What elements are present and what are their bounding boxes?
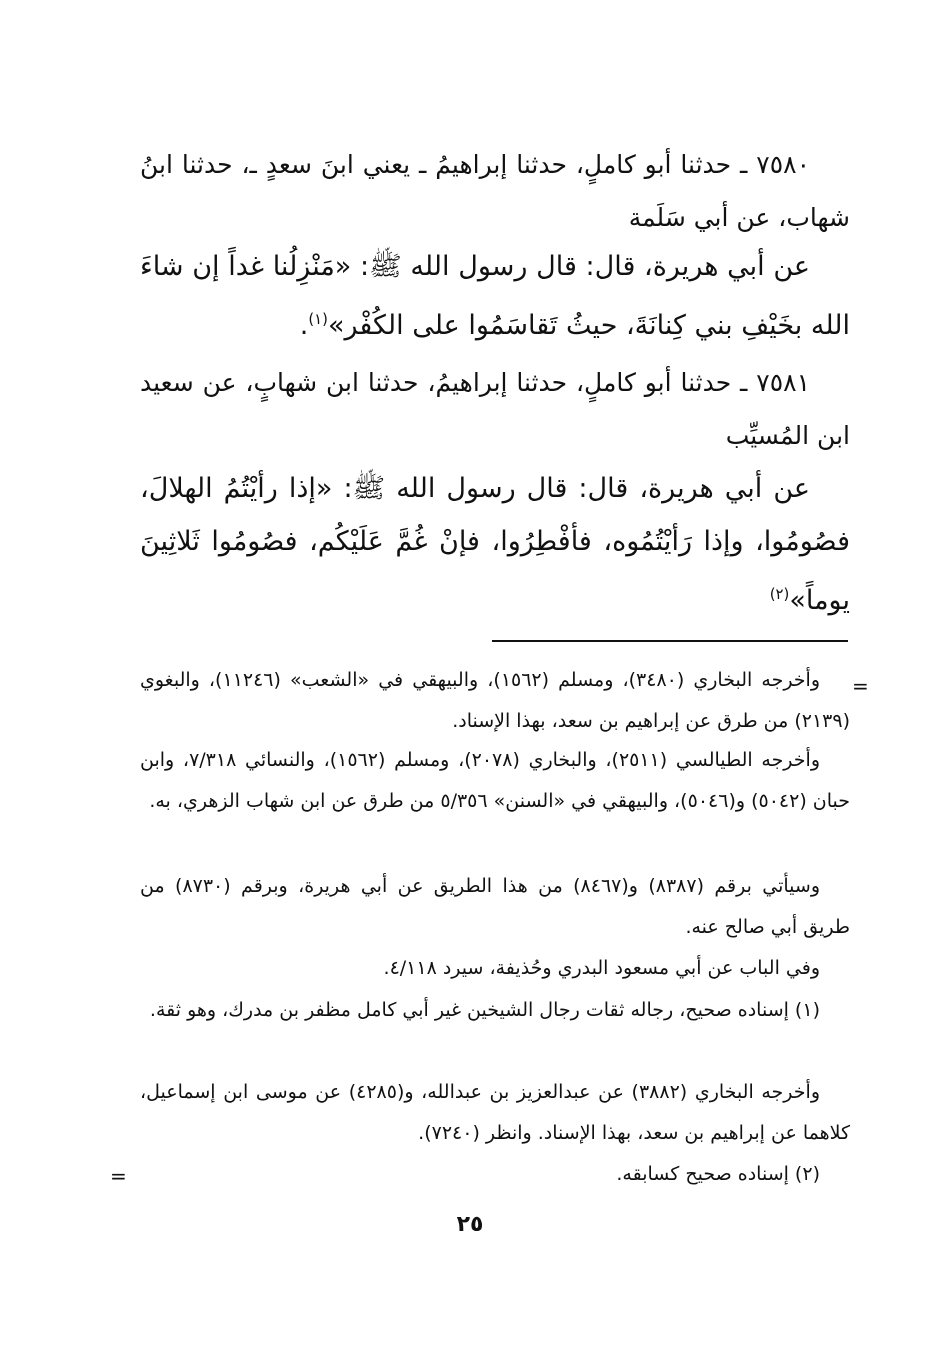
footnote-separator — [492, 640, 848, 642]
continuation-mark-bottom: = — [110, 1164, 127, 1188]
hadith-7581-text: عن أبي هريرة، قال: قال رسول الله ﷺ: «إذا رأيْتُمُ الهلالَ، فصُومُوا، وإذا رَأيْتُمُوه، فأفْطِرُوا، فإنْ غُمَّ عَلَيْكُم، فصُومُوا ثَلاثِينَ يوماً» — [140, 473, 850, 616]
footnote-d — [140, 948, 850, 989]
footnote-ref-2: (٢) — [769, 585, 790, 603]
footnote-c-text: وسيأتي برقم (٨٣٨٧) و(٨٤٦٧) من هذا الطريق عن أبي هريرة، وبرقم (٨٧٣٠) من طريق أبي صالح عنه. — [140, 875, 850, 938]
page-number: ٢٥ — [456, 1212, 484, 1237]
hadith-7581-head: ٧٥٨١ ـ حدثنا أبو كاملٍ، حدثنا إبراهيمُ، حدثنا ابن شهابٍ، عن سعيد ابن المُسيِّب — [140, 368, 850, 450]
footnote-1-text: (١) إسناده صحيح، رجاله ثقات رجال الشيخين غير أبي كامل مظفر بن مدرك، وهو ثقة. — [149, 999, 820, 1021]
hadith-7580-text: عن أبي هريرة، قال: قال رسول الله ﷺ: «مَنْزِلُنا غداً إن شاءَ الله بخَيْفِ بني كِنانَةَ، حيثُ تَقاسَمُوا على الكُفْر» — [140, 251, 850, 341]
hadith-7581-matn — [140, 462, 850, 627]
footnote-c — [140, 866, 850, 948]
footnote-1-sources-text: وأخرجه البخاري (٣٨٨٢) عن عبدالعزيز بن عبدالله، و(٤٢٨٥) عن موسى ابن إسماعيل، كلاهما عن إبراهيم بن سعد، بهذا الإسناد. وانظر (٧٢٤٠). — [140, 1081, 850, 1144]
footnote-a-text: وأخرجه البخاري (٣٤٨٠)، ومسلم (١٥٦٢)، والبيهقي في «الشعب» (١١٢٤٦)، والبغوي (٢١٣٩) من طرق عن إبراهيم بن سعد، بهذا الإسناد. — [140, 669, 850, 732]
hadith-7581-text-paragraph — [140, 462, 850, 627]
hadith-7580-isnad — [140, 138, 850, 244]
footnote-d-text: وفي الباب عن أبي مسعود البدري وحُذيفة، سيرد ٤/١١٨. — [383, 957, 820, 979]
continuation-mark-top: = — [852, 674, 869, 698]
hadith-7581-isnad — [140, 356, 850, 462]
footnote-2 — [140, 1154, 850, 1195]
footnote-2-text: (٢) إسناده صحيح كسابقه. — [616, 1163, 820, 1185]
footnote-a — [140, 660, 850, 742]
footnote-b-text: وأخرجه الطيالسي (٢٥١١)، والبخاري (٢٠٧٨)، ومسلم (١٥٦٢)، والنسائي ٧/٣١٨، وابن حبان (٥٠٤٢) و(٥٠٤٦)، والبيهقي في «السنن» ٥/٣٥٦ من طرق عن ابن شهاب الزهري، به. — [140, 749, 850, 812]
hadith-7580-matn — [140, 240, 850, 352]
footnote-ref-1: (١) — [308, 310, 328, 328]
hadith-7580-end: . — [299, 310, 309, 341]
footnote-1 — [140, 990, 850, 1031]
footnote-1-sources — [140, 1072, 850, 1154]
footnote-b — [140, 740, 850, 822]
hadith-7580-head: ٧٥٨٠ ـ حدثنا أبو كاملٍ، حدثنا إبراهيمُ ـ يعني ابنَ سعدٍ ـ، حدثنا ابنُ شهاب، عن أبي سَلَمة — [140, 150, 850, 232]
hadith-7580-text-paragraph — [140, 240, 850, 352]
